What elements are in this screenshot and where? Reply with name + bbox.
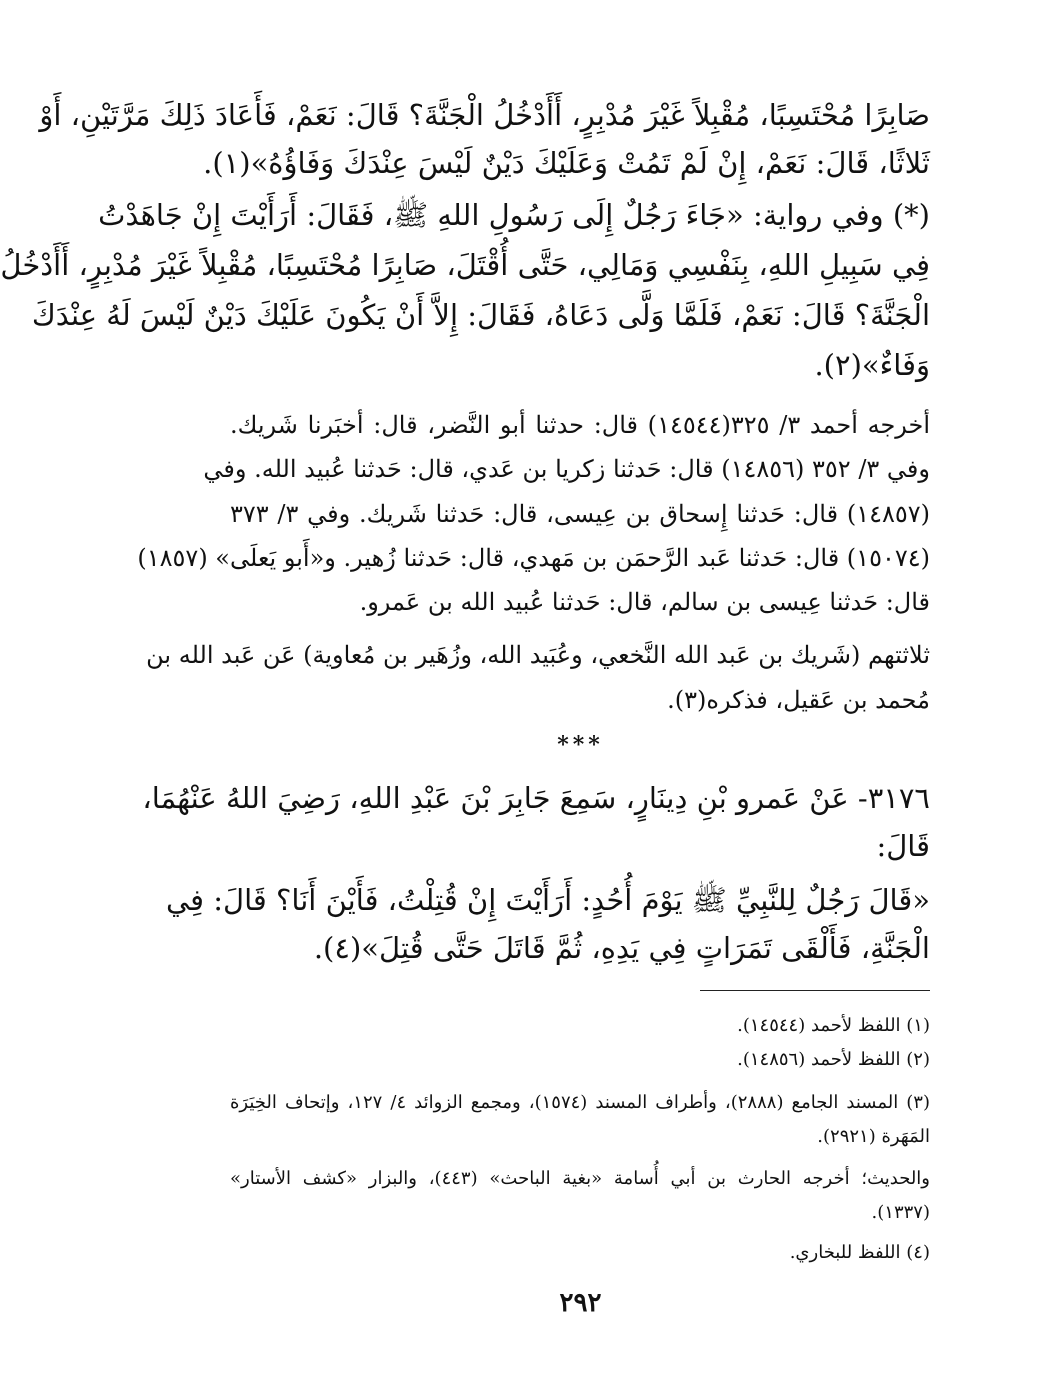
- hadith-b-line-4: الْجَنَّةِ، فَأَلْقَى تَمَرَاتٍ فِي يَدِهِ، ثُمَّ قَاتَلَ حَتَّى قُتِلَ»(٤).: [313, 931, 930, 965]
- hadith-b-line-2: قَالَ:: [876, 829, 930, 863]
- takhrij-line-1: أخرجه أحمد ٣/ ٣٢٥(١٤٥٤٤) قال: حدثنا أبو النَّضر، قال: أخبَرنا شَريك.: [230, 411, 931, 439]
- footnote-3-line-1: (٣) المسند الجامع (٢٨٨٨)، وأطراف المسند (١٥٧٤)، ومجمع الزوائد ٤/ ١٢٧، وإتحاف الخِيَرَة: [230, 1092, 930, 1113]
- footnote-2: (٢) اللفظ لأحمد (١٤٨٥٦).: [737, 1049, 930, 1070]
- riwaya-line-3: الْجَنَّةَ؟ قَالَ: نَعَمْ، فَلَمَّا وَلَّى دَعَاهُ، فَقَالَ: إِلاَّ أَنْ يَكُونَ عَلَيْكَ دَيْنٌ لَيْسَ لَهُ عِنْدَكَ: [31, 298, 930, 332]
- footnote-3b-line-2: (١٣٣٧).: [871, 1202, 930, 1223]
- takhrij-line-4: (١٥٠٧٤) قال: حَدثنا عَبد الرَّحمَن بن مَهدي، قال: حَدثنا زُهير. و«أَبو يَعلَى» (١٨٥٧): [137, 544, 930, 572]
- riwaya-line-4: وَفَاءٌ»(٢).: [814, 348, 930, 382]
- hadith-b-line-1: ٣١٧٦- عَنْ عَمرو بْنِ دِينَارٍ، سَمِعَ جَابِرَ بْنَ عَبْدِ اللهِ، رَضِيَ اللهُ عَنْهُمَا،: [142, 781, 930, 815]
- footnote-3b-line-1: والحديث؛ أخرجه الحارث بن أبي أُسامة «بغية الباحث» (٤٤٣)، والبزار «كشف الأستار»: [230, 1168, 930, 1189]
- riwaya-line-1: (*) وفي رواية: «جَاءَ رَجُلٌ إِلَى رَسُولِ اللهِ ﷺ، فَقَالَ: أَرَأَيْتَ إِنْ جَاهَدْتُ: [98, 198, 930, 232]
- hadith-a-line-1: صَابِرًا مُحْتَسِبًا، مُقْبِلاً غَيْرَ مُدْبِرٍ، أَأَدْخُلُ الْجَنَّةَ؟ قَالَ: نَعَمْ، فَأَعَادَ ذَلِكَ مَرَّتَيْنِ، أَوْ: [39, 98, 930, 132]
- riwaya-line-2: فِي سَبِيلِ اللهِ، بِنَفْسِي وَمَالِي، حَتَّى أُقْتَلَ، صَابِرًا مُحْتَسِبًا، مُقْبِلاً غَيْرَ مُدْبِرٍ، أَأَدْخُلُ: [0, 248, 930, 282]
- section-separator: ***: [557, 732, 604, 758]
- footnote-divider: [700, 990, 930, 991]
- takhrij-line-5: قال: حَدثنا عِيسى بن سالم، قال: حَدثنا عُبيد الله بن عَمرو.: [359, 588, 930, 616]
- hadith-a-line-2: ثَلاثًا، قَالَ: نَعَمْ، إِنْ لَمْ تَمُتْ وَعَلَيْكَ دَيْنٌ لَيْسَ عِنْدَكَ وَفَاؤُهُ»(١).: [203, 146, 930, 180]
- footnote-1: (١) اللفظ لأحمد (١٤٥٤٤).: [737, 1015, 930, 1036]
- thalathathum-line-1: ثلاثتهم (شَريك بن عَبد الله النَّخعي، وعُبَيد الله، وزُهَير بن مُعاوية) عَن عَبد الله بن: [146, 641, 930, 669]
- hadith-b-line-3: «قَالَ رَجُلٌ لِلنَّبِيِّ ﷺ يَوْمَ أُحُدٍ: أَرَأَيْتَ إِنْ قُتِلْتُ، فَأَيْنَ أَنَا؟ قَالَ: فِي: [166, 883, 930, 917]
- thalathathum-line-2: مُحمد بن عَقيل، فذكره(٣).: [667, 686, 930, 714]
- footnote-3-line-2: المَهَرة (٢٩٢١).: [817, 1126, 930, 1147]
- footnote-4: (٤) اللفظ للبخاري.: [789, 1242, 930, 1263]
- page-number: ٢٩٢: [559, 1288, 602, 1318]
- takhrij-line-3: (١٤٨٥٧) قال: حَدثنا إِسحاق بن عِيسى، قال: حَدثنا شَريك. وفي ٣/ ٣٧٣: [230, 500, 931, 528]
- takhrij-line-2: وفي ٣/ ٣٥٢ (١٤٨٥٦) قال: حَدثنا زكريا بن عَدي، قال: حَدثنا عُبيد الله. وفي: [203, 455, 930, 483]
